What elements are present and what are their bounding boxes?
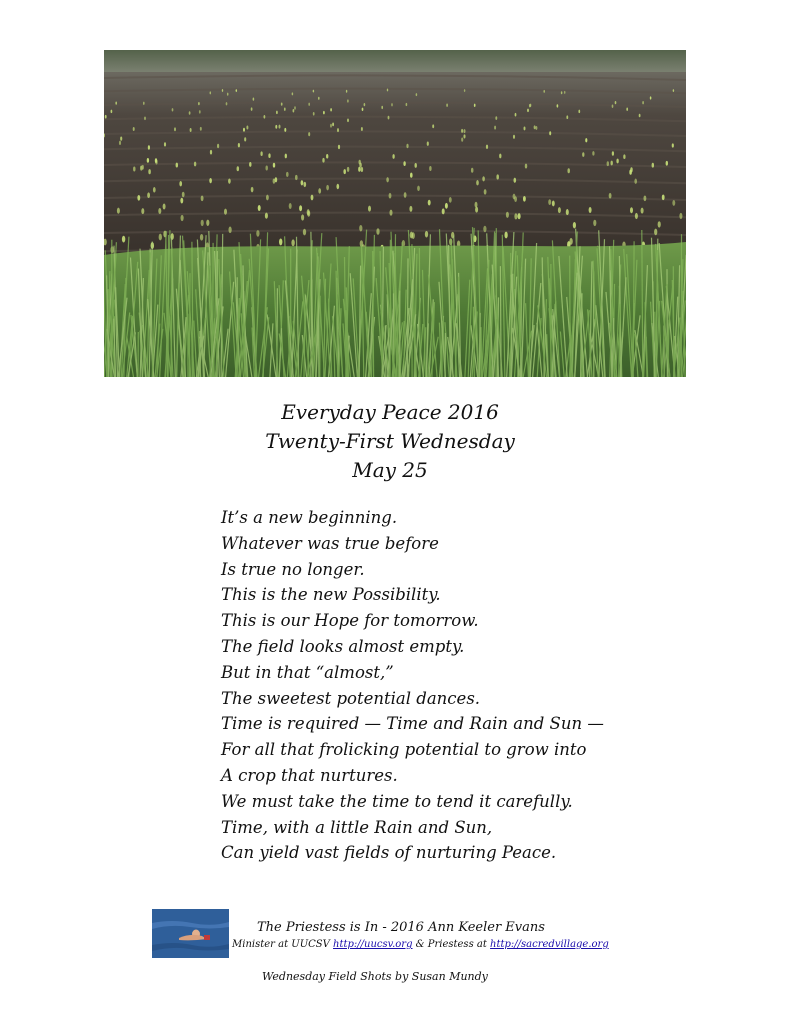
corn-sprout	[111, 110, 113, 114]
corn-sprout	[209, 178, 212, 183]
corn-sprout	[289, 203, 292, 209]
corn-sprout	[294, 106, 296, 109]
corn-sprout	[432, 124, 434, 128]
corn-sprout	[414, 163, 416, 168]
corn-sprout	[318, 188, 321, 194]
corn-sprout	[561, 91, 563, 94]
corn-sprout	[228, 227, 231, 234]
corn-sprout	[176, 163, 178, 168]
corn-sprout	[585, 138, 587, 142]
corn-sprout	[237, 166, 239, 171]
poem-line: The sweetest potential dances.	[221, 688, 481, 708]
corn-sprout	[137, 195, 140, 201]
corn-sprout	[409, 206, 412, 212]
poem-line: We must take the time to tend it carefully.	[221, 791, 573, 811]
corn-sprout	[265, 166, 267, 171]
corn-sprout	[332, 122, 334, 126]
uucsv-link[interactable]: http://uucsv.org	[333, 939, 413, 950]
corn-sprout	[159, 234, 162, 241]
corn-sprout	[461, 129, 463, 133]
corn-sprout	[566, 115, 568, 119]
corn-sprout	[143, 102, 145, 105]
corn-sprout	[446, 104, 448, 107]
corn-sprout	[464, 129, 466, 133]
corn-sprout	[391, 103, 393, 106]
poem-line: This is the new Possibility.	[221, 585, 441, 605]
corn-sprout	[429, 166, 431, 171]
corn-sprout	[592, 151, 594, 156]
corn-sprout	[527, 109, 529, 112]
poem-line: But in that “almost,”	[221, 662, 394, 682]
corn-sprout	[133, 127, 135, 131]
corn-sprout	[475, 202, 478, 208]
corn-sprout	[406, 103, 408, 106]
poem-line: A crop that nurtures.	[221, 765, 398, 785]
corn-sprout	[404, 192, 407, 198]
corn-sprout	[543, 90, 544, 93]
corn-sprout	[347, 118, 349, 122]
corn-sprout	[616, 159, 618, 164]
corn-sprout	[387, 89, 388, 92]
corn-sprout	[672, 200, 675, 206]
swimmer-image	[152, 909, 229, 958]
corn-sprout	[549, 131, 551, 135]
corn-sprout	[639, 114, 641, 118]
field-photo-image	[104, 50, 686, 377]
corn-sprout	[513, 135, 515, 139]
corn-sprout	[330, 108, 332, 111]
corn-sprout	[227, 93, 229, 96]
corn-sprout	[464, 89, 465, 92]
corn-sprout	[226, 102, 228, 105]
corn-sprout	[364, 103, 366, 106]
corn-sprout	[515, 113, 517, 117]
title-block	[200, 398, 580, 485]
corn-sprout	[416, 93, 418, 96]
corn-sprout	[326, 154, 328, 159]
corn-sprout	[635, 213, 638, 219]
corn-sprout	[120, 137, 122, 141]
corn-sprout	[279, 238, 282, 245]
corn-sprout	[650, 96, 652, 99]
corn-sprout	[412, 232, 415, 239]
corn-sprout	[326, 185, 329, 190]
corn-sprout	[445, 203, 448, 209]
corn-sprout	[224, 209, 227, 215]
corn-sprout	[147, 192, 150, 198]
corn-sprout	[194, 162, 196, 167]
corn-sprout	[307, 209, 310, 215]
corn-sprout	[642, 101, 644, 104]
corn-sprout	[461, 137, 463, 141]
corn-sprout	[285, 154, 287, 159]
corn-sprout	[392, 154, 394, 159]
corn-sprout	[471, 168, 474, 173]
corn-sprout	[518, 213, 521, 219]
corn-sprout	[513, 178, 516, 183]
corn-sprout	[573, 222, 576, 228]
corn-sprout	[476, 180, 479, 185]
grass-blade	[570, 256, 571, 377]
poem-line: Time, with a little Rain and Sun,	[221, 817, 493, 837]
corn-sprout	[564, 91, 566, 94]
poem-line: It’s a new beginning.	[221, 508, 398, 527]
corn-sprout	[482, 176, 485, 181]
corn-sprout	[323, 111, 325, 115]
corn-sprout	[293, 109, 295, 112]
corn-sprout	[388, 116, 390, 120]
field-photo	[104, 50, 686, 377]
corn-sprout	[301, 180, 304, 185]
corn-sprout	[133, 167, 135, 172]
corn-sprout	[284, 128, 286, 132]
title-day: Twenty-First Wednesday	[265, 429, 515, 453]
corn-sprout	[343, 169, 346, 174]
corn-sprout	[122, 236, 125, 243]
corn-sprout	[141, 165, 143, 170]
corn-sprout	[359, 163, 361, 168]
corn-sprout	[662, 194, 665, 200]
corn-sprout	[256, 230, 259, 237]
corn-sprout	[612, 105, 614, 108]
corn-sprout	[428, 200, 431, 206]
corn-sprout	[144, 116, 146, 120]
corn-sprout	[358, 167, 360, 172]
corn-sprout	[276, 111, 278, 115]
corn-sprout	[626, 107, 628, 110]
corn-sprout	[494, 126, 496, 130]
footer-credit: The Priestess is In - 2016 Ann Keeler Evans	[257, 920, 545, 935]
corn-sprout	[303, 182, 306, 187]
corn-sprout	[155, 158, 157, 163]
corn-sprout	[361, 167, 363, 172]
corn-sprout	[338, 145, 340, 149]
corn-sprout	[534, 125, 536, 129]
title-series: Everyday Peace 2016	[281, 400, 499, 424]
corn-sprout	[403, 161, 405, 166]
corn-sprout	[368, 206, 371, 212]
corn-sprout	[244, 137, 246, 141]
corn-sprout	[268, 153, 270, 158]
corn-sprout	[266, 195, 269, 201]
corn-sprout	[260, 151, 262, 156]
corn-sprout	[265, 213, 268, 219]
corn-sprout	[148, 145, 150, 149]
corn-sprout	[238, 143, 240, 147]
corn-sprout	[347, 99, 349, 102]
corn-sprout	[251, 187, 254, 193]
corn-sprout	[474, 104, 476, 107]
corn-sprout	[201, 195, 204, 201]
grass-blade	[407, 258, 408, 377]
corn-sprout	[291, 239, 294, 246]
corn-sprout	[475, 207, 478, 213]
corn-sprout	[336, 184, 339, 189]
corn-sprout	[210, 150, 212, 155]
corn-sprout	[198, 102, 200, 105]
corn-sprout	[609, 193, 612, 199]
corn-sprout	[463, 134, 465, 138]
poem-line: The field looks almost empty.	[221, 636, 465, 656]
corn-sprout	[190, 128, 192, 132]
corn-sprout	[158, 208, 161, 214]
corn-sprout	[417, 186, 420, 191]
corn-sprout	[535, 126, 537, 130]
corn-sprout	[279, 125, 281, 129]
corn-sprout	[427, 142, 429, 146]
corn-sprout	[318, 97, 320, 100]
corn-sprout	[484, 189, 487, 195]
corn-sprout	[286, 172, 289, 177]
corn-sprout	[359, 225, 362, 231]
corn-sprout	[243, 128, 245, 132]
corn-sprout	[164, 142, 166, 146]
corn-sprout	[337, 128, 339, 132]
corn-sprout	[313, 90, 314, 93]
corn-sprout	[284, 107, 286, 110]
grass-blade	[673, 266, 674, 377]
corn-sprout	[504, 232, 507, 239]
corn-sprout	[406, 144, 408, 148]
corn-sprout	[552, 200, 555, 206]
corn-sprout	[381, 106, 383, 109]
corn-sprout	[629, 170, 632, 175]
corn-sprout	[189, 111, 191, 115]
corn-sprout	[557, 104, 559, 107]
corn-sprout	[566, 209, 569, 215]
minister-label: Minister at UUCSV	[232, 939, 334, 950]
footer-affiliations	[232, 939, 609, 950]
corn-sprout	[442, 208, 445, 214]
corn-sprout	[612, 151, 614, 156]
corn-sprout	[148, 169, 151, 174]
corn-sprout	[658, 221, 661, 227]
title-date: May 25	[352, 458, 428, 482]
corn-sprout	[301, 214, 304, 220]
corn-sprout	[630, 207, 633, 213]
poem	[221, 505, 721, 866]
corn-sprout	[347, 167, 349, 172]
corn-sprout	[389, 210, 392, 216]
corn-sprout	[641, 208, 644, 214]
corn-sprout	[180, 198, 183, 204]
corn-sprout	[117, 208, 120, 214]
corn-sprout	[273, 163, 275, 168]
corn-sprout	[147, 158, 149, 163]
corn-sprout	[672, 143, 674, 147]
corn-sprout	[496, 174, 499, 179]
corn-sprout	[182, 192, 185, 198]
corn-sprout	[593, 220, 596, 226]
corn-sprout	[514, 213, 517, 219]
priestess-label: & Priestess at	[412, 939, 491, 950]
corn-sprout	[199, 110, 201, 114]
corn-sprout	[386, 177, 389, 182]
corn-sprout	[299, 205, 302, 211]
corn-sprout	[611, 161, 613, 166]
corn-sprout	[523, 196, 526, 202]
corn-sprout	[308, 103, 310, 106]
corn-sprout	[273, 178, 276, 183]
corn-sprout	[425, 231, 428, 238]
corn-sprout	[236, 89, 237, 92]
corn-sprout	[105, 115, 107, 119]
corn-sprout	[311, 195, 314, 201]
poem-line: Time is required — Time and Rain and Sun —	[221, 714, 604, 734]
photo-credit: Wednesday Field Shots by Susan Mundy	[262, 970, 488, 983]
corn-sprout	[525, 164, 527, 169]
poem-line: Whatever was true before	[221, 533, 439, 553]
corn-sprout	[652, 163, 654, 168]
corn-sprout	[292, 92, 294, 95]
corn-sprout	[163, 204, 166, 210]
corn-sprout	[634, 179, 637, 184]
corn-sprout	[362, 108, 364, 111]
corn-sprout	[654, 229, 657, 236]
grass-blade	[500, 266, 501, 377]
corn-sprout	[558, 207, 561, 213]
corn-sprout	[200, 234, 203, 241]
corn-sprout	[313, 112, 315, 116]
corn-sprout	[249, 162, 251, 167]
corn-sprout	[330, 124, 332, 128]
corn-sprout	[499, 154, 501, 159]
corn-sprout	[513, 194, 516, 200]
corn-sprout	[346, 90, 347, 93]
corn-sprout	[246, 126, 248, 130]
corn-sprout	[281, 102, 283, 105]
corn-sprout	[483, 226, 486, 233]
corn-sprout	[322, 158, 324, 163]
corn-sprout	[119, 141, 121, 145]
corn-sprout	[567, 168, 570, 173]
corn-sprout	[206, 220, 209, 226]
poem-line: This is our Hope for tomorrow.	[221, 611, 479, 631]
corn-sprout	[253, 98, 255, 101]
corn-sprout	[486, 145, 488, 149]
corn-sprout	[228, 178, 231, 183]
corn-sprout	[181, 215, 184, 221]
corn-sprout	[308, 132, 310, 136]
corn-sprout	[623, 154, 625, 159]
corn-sprout	[275, 125, 277, 129]
corn-sprout	[506, 212, 509, 218]
corn-sprout	[582, 152, 584, 157]
corn-sprout	[589, 207, 592, 213]
corn-sprout	[174, 127, 176, 131]
corn-sprout	[258, 205, 261, 211]
corn-sprout	[389, 193, 392, 199]
corn-sprout	[251, 107, 253, 110]
corn-sprout	[303, 229, 306, 236]
corn-sprout	[449, 197, 452, 203]
corn-sprout	[263, 115, 265, 119]
corn-sprout	[200, 127, 202, 131]
corn-sprout	[217, 144, 219, 148]
corn-sprout	[607, 161, 609, 166]
corn-sprout	[141, 208, 144, 214]
corn-sprout	[578, 110, 580, 114]
corn-sprout	[529, 104, 531, 107]
corn-sprout	[666, 161, 668, 166]
corn-sprout	[172, 108, 174, 111]
corn-sprout	[295, 175, 298, 180]
poem-line: Is true no longer.	[221, 559, 365, 579]
corn-sprout	[679, 213, 682, 219]
corn-sprout	[115, 101, 117, 104]
corn-sprout	[495, 116, 497, 120]
corn-sprout	[524, 126, 526, 130]
corn-sprout	[179, 181, 182, 186]
poem-line: For all that frolicking potential to grow into	[221, 740, 587, 760]
corn-sprout	[361, 127, 363, 131]
corn-sprout	[376, 228, 379, 235]
corn-sprout	[615, 101, 617, 104]
poem-line: Can yield vast fields of nurturing Peace.	[221, 843, 557, 863]
corn-sprout	[548, 199, 551, 205]
grass-blade	[419, 248, 420, 377]
sacredvillage-link[interactable]: http://sacredvillage.org	[490, 939, 609, 950]
corn-sprout	[210, 91, 212, 94]
corn-sprout	[201, 220, 204, 226]
corn-sprout	[153, 187, 156, 193]
corn-sprout	[410, 173, 413, 178]
author-thumbnail	[152, 909, 229, 958]
corn-sprout	[673, 89, 674, 92]
corn-sprout	[643, 195, 646, 201]
corn-sprout	[222, 89, 223, 92]
